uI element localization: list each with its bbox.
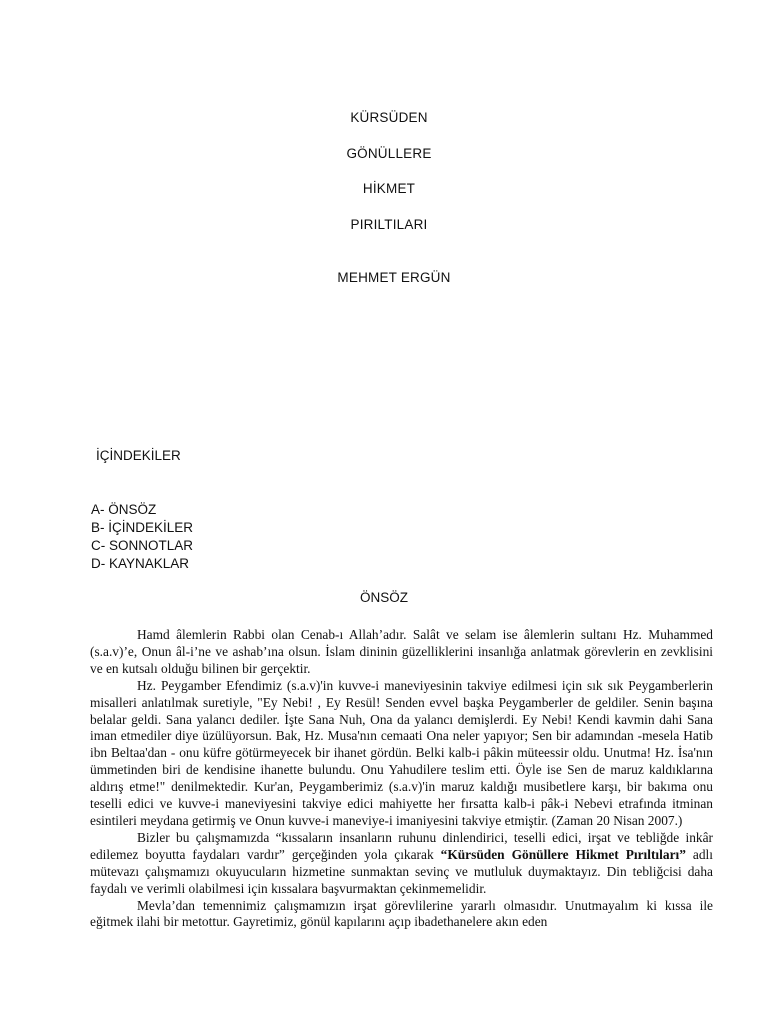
- book-title-line-1: KÜRSÜDEN: [350, 110, 428, 125]
- toc-item: B- İÇİNDEKİLER: [91, 520, 194, 535]
- toc-item: C- SONNOTLAR: [91, 538, 194, 553]
- book-title-line-3: HİKMET: [362, 181, 416, 196]
- preface-paragraph-1: Hamd âlemlerin Rabbi olan Cenab-ı Allah’adır. Salât ve selam ise âlemlerin sultanı Hz. Muhammed (s.a.v)’e, Onun âl-i’ne ve ashab’ına olsun. İslam dininin güzelliklerini insanlığa anlatmak görevlerin en zevklisini ve en kutsalı olduğu bilinen bir gerçektir.: [90, 627, 713, 676]
- book-title-line-2: GÖNÜLLERE: [346, 146, 432, 161]
- toc-heading: İÇİNDEKİLER: [96, 448, 181, 463]
- book-title-emphasis: “Kürsüden Gönüllere Hikmet Pırıltıları”: [440, 846, 686, 862]
- preface-paragraph-2: Hz. Peygamber Efendimiz (s.a.v)'in kuvve-i maneviyesinin takviye edilmesi için sık sık Peygamberlerin misalleri anlatılmak suretiyle, "Ey Nebi! , Ey Resül! Senden evvel başka Peygamberler de geldiler. Senin başına belalar geldi. Sana yalancı dediler. İşte Sana Nuh, Ona da yalancı demişlerdi. Ey Nebi! Kendi kavmin dahi Sana iman etmediler diye üzülüyorsun. Bak, Hz. Musa'nın cemaati Ona neler yapıyor; Sen bir adamından -mesela Hatib ibn Beltaa'dan - onu küfre götürmeyecek bir ihanet gördün. Belki kalb-i pâkin müteessir oldu. Unutma! Hz. İsa'nın ümmetinden biri de kendisine ihanette bulundu. Onu Yahudilere teslim etti. Öyle ise Sen de maruz kaldıklarına aldırış etme!" denilmektedir. Kur'an, Peygamberimiz (s.a.v)'in maruz kaldığı musibetlere karşı, bir bakıma onu teselli edici ve kuvve-i maneviyesini takviye edici mahiyette her fırsatta kalb-i pâk-i Nebevi etrafında itminan esintileri meydana getirmiş ve Onun kuvve-i maneviye-i imaniyesini takviye etmiştir. (Zaman 20 Nisan 2007.): [90, 677, 713, 828]
- toc-item: A- ÖNSÖZ: [91, 502, 157, 517]
- paragraph-text: adlı mütevazı çalışmamızı okuyucuların hizmetine sunmaktan sevinç ve mutluluk duymaktayız. Din tebliğcisi daha faydalı ve verimli olabilmesi için kıssalara başvurmaktan çekinmemelidir.: [90, 846, 713, 896]
- author-name: MEHMET ERGÜN: [337, 270, 451, 285]
- toc-item: D- KAYNAKLAR: [91, 556, 190, 571]
- book-title-line-4: PIRILTILARI: [350, 217, 428, 232]
- preface-paragraph-4: Mevla’dan temennimiz çalışmamızın irşat görevlilerine yararlı olmasıdır. Unutmayalım ki kıssa ile eğitmek ilahi bir metottur. Gayretimiz, gönül kapılarını açıp ibadethanelere akın eden: [90, 897, 713, 930]
- preface-paragraph-3: [90, 830, 713, 898]
- preface-body: [90, 627, 713, 931]
- preface-title: ÖNSÖZ: [359, 590, 408, 605]
- paragraph-text: Bizler bu çalışmamızda “kıssaların insanların ruhunu dinlendirici, teselli edici, irşat ve tebliğde inkâr edilemez boyutta faydaları vardır” gerçeğinden yola çıkarak: [90, 829, 713, 862]
- toc-list: [91, 501, 193, 573]
